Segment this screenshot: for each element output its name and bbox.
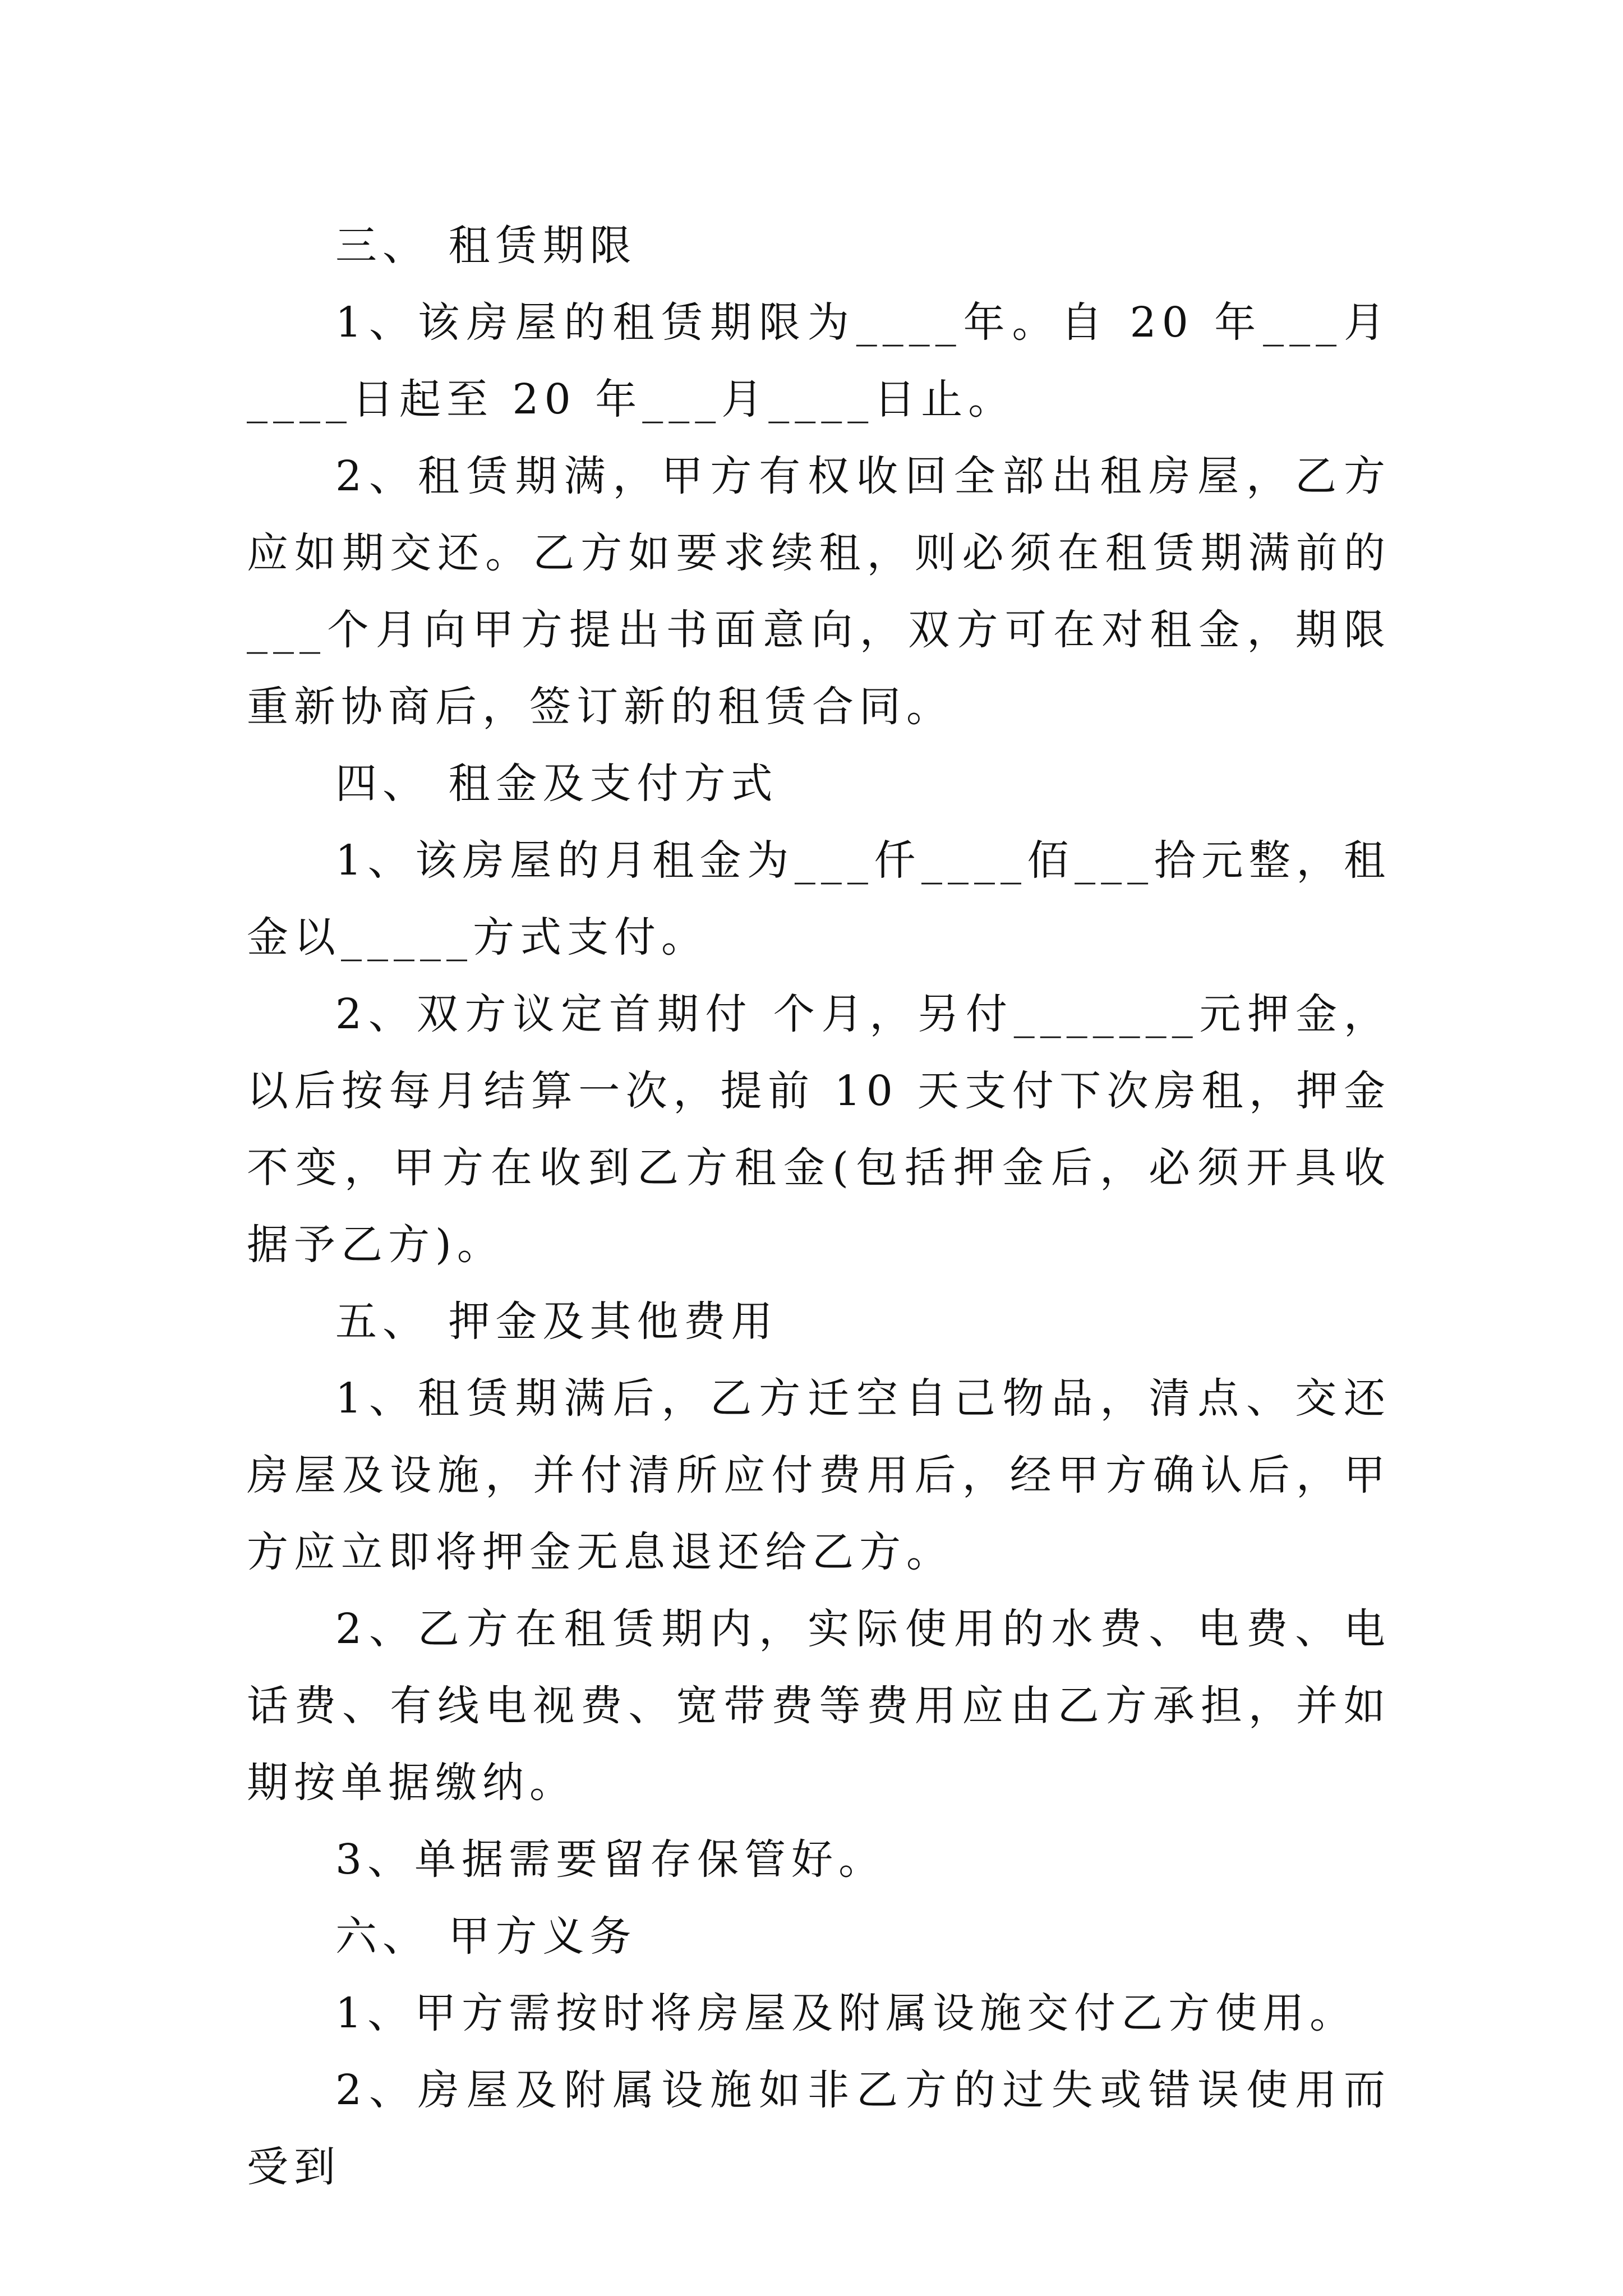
clause-deposit-1: 1、租赁期满后，乙方迁空自己物品，清点、交还房屋及设施，并付清所应付费用后，经甲方确认后，甲方应立即将押金无息退还给乙方。	[247, 1374, 1391, 1576]
clause-lease-term-1: 1、该房屋的租赁期限为____年。自 20 年___月____日起至 20 年___月____日止。	[247, 298, 1391, 424]
clause-deposit-3: 3、单据需要留存保管好。	[335, 1835, 886, 1884]
clause-party-a-2: 2、房屋及附属设施如非乙方的过失或错误使用而受到	[247, 2066, 1391, 2191]
document-body	[247, 208, 1391, 2206]
section-heading-deposit-fees: 五、 押金及其他费用	[335, 1297, 778, 1346]
section-heading-party-a-obligations: 六、 甲方义务	[335, 1912, 637, 1961]
clause-lease-term-2: 2、租赁期满，甲方有权收回全部出租房屋，乙方应如期交还。乙方如要求续租，则必须在租赁期满前的___个月向甲方提出书面意向，双方可在对租金，期限重新协商后，签订新的租赁合同。	[247, 452, 1391, 731]
clause-deposit-2: 2、乙方在租赁期内，实际使用的水费、电费、电话费、有线电视费、宽带费等费用应由乙方承担，并如期按单据缴纳。	[247, 1605, 1391, 1807]
clause-rent-2: 2、双方议定首期付 个月，另付_______元押金，以后按每月结算一次，提前 10 天支付下次房租，押金不变，甲方在收到乙方租金(包括押金后，必须开具收据予乙方)。	[247, 990, 1391, 1269]
section-heading-rent-payment: 四、 租金及支付方式	[335, 760, 778, 808]
section-heading-lease-term: 三、 租赁期限	[335, 222, 637, 270]
clause-rent-1: 1、该房屋的月租金为___仟____佰___拾元整，租金以_____方式支付。	[247, 836, 1391, 961]
clause-party-a-1: 1、甲方需按时将房屋及附属设施交付乙方使用。	[335, 1989, 1357, 2037]
